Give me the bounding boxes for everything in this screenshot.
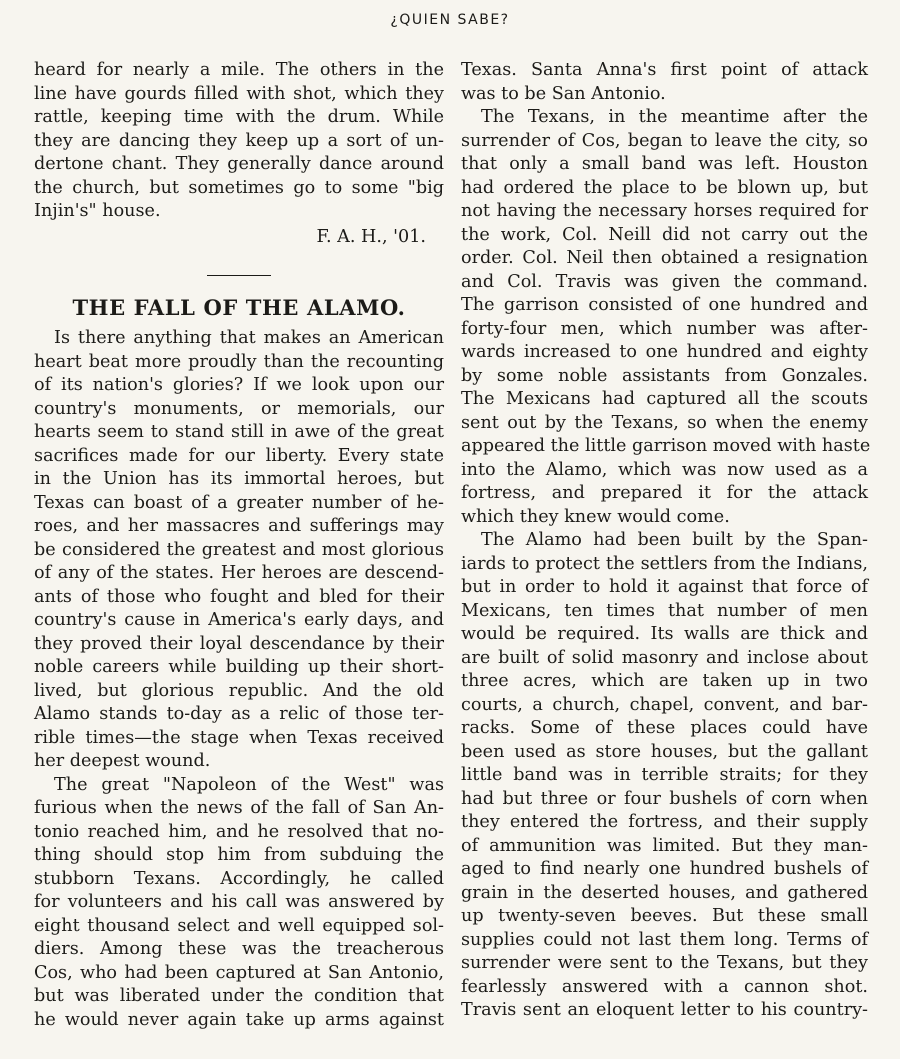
text-line: was to be San Antonio. bbox=[461, 83, 666, 104]
text-line: that only a small band was left. Houston bbox=[461, 154, 868, 174]
text-line: Mexicans, ten times that number of men bbox=[461, 600, 868, 621]
paragraph bbox=[461, 106, 871, 529]
paragraph bbox=[34, 59, 444, 224]
text-line: Texas can boast of a greater number of he- bbox=[34, 492, 444, 513]
text-line: up twenty-seven beeves. But these small bbox=[461, 906, 868, 926]
text-line: forty-four men, which number was after- bbox=[461, 318, 868, 339]
text-line: stubborn Texans. Accordingly, he called bbox=[34, 868, 444, 889]
text-line: line have gourds filled with shot, which they bbox=[34, 83, 444, 104]
text-line: The great "Napoleon of the West" was bbox=[54, 774, 444, 795]
text-line: diers. Among these was the treacherous bbox=[34, 939, 444, 959]
text-line: iards to protect the settlers from the Indians, bbox=[461, 553, 868, 574]
text-line: thing should stop him from subduing the bbox=[34, 845, 444, 865]
text-line: The Texans, in the meantime after the bbox=[481, 107, 868, 127]
text-line: country's cause in America's early days, and bbox=[34, 610, 444, 630]
text-line: would be required. Its walls are thick and bbox=[461, 624, 868, 644]
right-column bbox=[461, 59, 871, 1023]
text-line: sent out by the Texans, so when the enemy bbox=[461, 412, 868, 433]
article-title: THE FALL OF THE ALAMO. bbox=[72, 295, 406, 320]
text-line: three acres, which are taken up in two bbox=[461, 671, 868, 691]
text-line: aged to find nearly one hundred bushels of bbox=[461, 859, 868, 879]
text-line: heard for nearly a mile. The others in the bbox=[34, 60, 444, 80]
text-line: surrender of Cos, began to leave the city, so bbox=[461, 130, 868, 151]
text-line: courts, a church, chapel, convent, and bar- bbox=[461, 694, 868, 715]
text-line: but in order to hold it against that force of bbox=[461, 577, 868, 597]
signature: F. A. H., '01. bbox=[316, 226, 426, 247]
text-line: are built of solid masonry and inclose about bbox=[461, 647, 868, 668]
text-line: racks. Some of these places could have bbox=[461, 718, 868, 738]
text-line: of any of the states. Her heroes are descend- bbox=[34, 563, 444, 583]
text-line: surrender were sent to the Texans, but they bbox=[461, 953, 868, 973]
text-line: supplies could not last them long. Terms of bbox=[461, 929, 868, 950]
text-line: Travis sent an eloquent letter to his country- bbox=[461, 1000, 868, 1020]
text-line: Cos, who had been captured at San Antonio, bbox=[34, 962, 444, 983]
paragraph bbox=[34, 327, 444, 774]
text-line: be considered the greatest and most glorious bbox=[34, 539, 444, 560]
text-line: Texas. Santa Anna's first point of attack bbox=[461, 60, 868, 80]
text-line: Alamo stands to-day as a relic of those ter- bbox=[34, 704, 444, 724]
text-line: heart beat more proudly than the recounting bbox=[34, 351, 444, 372]
text-line: but was liberated under the condition that bbox=[34, 986, 444, 1006]
text-line: by some noble assistants from Gonzales. bbox=[461, 365, 868, 386]
text-line: appeared the little garrison moved with haste bbox=[461, 436, 871, 456]
text-line: furious when the news of the fall of San An- bbox=[34, 798, 444, 818]
text-line: hearts seem to stand still in awe of the great bbox=[34, 422, 444, 442]
text-line: eight thousand select and well equipped sol- bbox=[34, 915, 444, 936]
text-line: roes, and her massacres and sufferings may bbox=[34, 516, 444, 536]
text-line: The Alamo had been built by the Span- bbox=[481, 530, 868, 550]
paragraph bbox=[461, 529, 868, 1023]
text-line: the work, Col. Neill did not carry out the bbox=[461, 224, 868, 245]
text-line: which they knew would come. bbox=[461, 506, 730, 527]
section-divider bbox=[207, 275, 271, 276]
text-line: of its nation's glories? If we look upon our bbox=[34, 375, 444, 395]
text-line: country's monuments, or memorials, our bbox=[34, 398, 444, 419]
text-line: for volunteers and his call was answered by bbox=[34, 892, 444, 912]
text-line: grain in the deserted houses, and gathered bbox=[461, 882, 868, 903]
running-header: ¿QUIEN SABE? bbox=[390, 12, 510, 28]
text-line: order. Col. Neil then obtained a resignation bbox=[461, 248, 868, 268]
text-line: Injin's" house. bbox=[34, 201, 161, 221]
text-line: tonio reached him, and he resolved that no- bbox=[34, 821, 444, 842]
text-line: not having the necessary horses required for bbox=[461, 201, 868, 221]
text-line: fortress, and prepared it for the attack bbox=[461, 483, 868, 503]
paragraph bbox=[461, 59, 868, 106]
paragraph bbox=[34, 774, 444, 1033]
text-line: they entered the fortress, and their supply bbox=[461, 812, 868, 832]
text-line: sacrifices made for our liberty. Every state bbox=[34, 445, 444, 466]
text-line: had but three or four bushels of corn when bbox=[461, 788, 868, 809]
text-line: into the Alamo, which was now used as a bbox=[461, 459, 868, 480]
text-line: of ammunition was limited. But they man- bbox=[461, 835, 868, 856]
left-column bbox=[34, 59, 444, 1032]
text-line: dertone chant. They generally dance around bbox=[34, 154, 444, 174]
text-line: The Mexicans had captured all the scouts bbox=[461, 389, 868, 409]
text-line: rible times—the stage when Texas received bbox=[34, 727, 444, 748]
text-line: the church, but sometimes go to some "big bbox=[34, 177, 444, 198]
text-line: they are dancing they keep up a sort of un- bbox=[34, 130, 444, 151]
text-line: rattle, keeping time with the drum. While bbox=[34, 107, 444, 127]
text-line: been used as store houses, but the gallant bbox=[461, 741, 868, 762]
text-line: lived, but glorious republic. And the old bbox=[34, 680, 444, 701]
text-line: had ordered the place to be blown up, but bbox=[461, 177, 868, 198]
text-line: he would never again take up arms against bbox=[34, 1009, 444, 1030]
text-line: wards increased to one hundred and eighty bbox=[461, 342, 868, 362]
text-line: noble careers while building up their short- bbox=[34, 657, 444, 677]
text-line: Is there anything that makes an American bbox=[54, 328, 444, 348]
text-line: and Col. Travis was given the command. bbox=[461, 271, 868, 292]
text-line: little band was in terrible straits; for they bbox=[461, 765, 868, 785]
text-line: her deepest wound. bbox=[34, 751, 211, 771]
text-line: ants of those who fought and bled for their bbox=[34, 586, 444, 607]
text-line: they proved their loyal descendance by their bbox=[34, 633, 444, 654]
text-line: in the Union has its immortal heroes, but bbox=[34, 469, 444, 489]
text-line: The garrison consisted of one hundred and bbox=[461, 295, 868, 315]
text-line: fearlessly answered with a cannon shot. bbox=[461, 976, 868, 997]
